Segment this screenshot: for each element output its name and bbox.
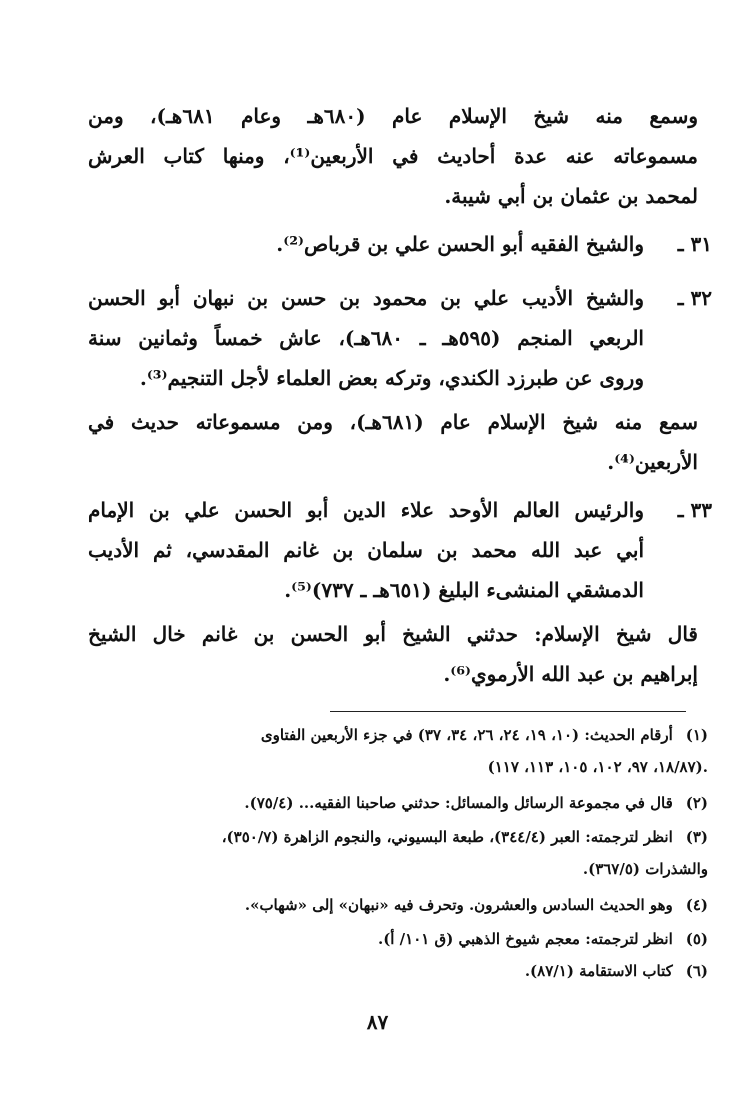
footnote-text: قال في مجموعة الرسائل والمسائل: حدثني صاحبنا الفقيه... (٧٥/٤).: [244, 794, 673, 812]
entry-number-33: ٣٣ ـ: [677, 498, 712, 522]
text-line: والشيخ الفقيه أبو الحسن علي بن قرباص⁽²⁾.: [276, 232, 644, 256]
text-line: والشيخ الأديب علي بن محمود بن حسن بن نبهان أبو الحسن: [88, 286, 644, 310]
text-line: لمحمد بن عثمان بن أبي شيبة.: [444, 184, 698, 208]
footnote-1-cont: (١٨/٨٧، ٩٧، ١٠٢، ١٠٥، ١١٣، ١١٧).: [487, 758, 708, 776]
footnote-text: وهو الحديث السادس والعشرون. وتحرف فيه «نبهان» إلى «شهاب».: [244, 896, 673, 914]
footnote-text: كتاب الاستقامة (٨٧/١).: [524, 962, 673, 980]
text-line: وروى عن طبرزد الكندي، وتركه بعض العلماء لأجل التنجيم⁽³⁾.: [139, 366, 644, 390]
text-line: سمع منه شيخ الإسلام عام (٦٨١هـ)، ومن مسموعاته حديث في: [88, 410, 698, 434]
footnote-label: (٤): [685, 896, 708, 914]
text-line: وسمع منه شيخ الإسلام عام (٦٨٠هـ وعام ٦٨١هـ)، ومن: [88, 104, 698, 128]
footnote-2: [88, 788, 708, 818]
footnote-5: [88, 924, 708, 954]
footnote-6: [88, 956, 708, 986]
text-line: أبي عبد الله محمد بن سلمان بن غانم المقدسي، ثم الأديب: [88, 538, 644, 562]
footnote-3: [88, 822, 708, 852]
footnote-1: [88, 720, 708, 750]
entry-number-32: ٣٢ ـ: [677, 286, 712, 310]
text-line: الربعي المنجم (٥٩٥هـ ـ ٦٨٠هـ)، عاش خمساً وثمانين سنة: [88, 326, 644, 350]
footnote-text: انظر لترجمته: معجم شيوخ الذهبي (ق ١٠١/ أ).: [377, 930, 673, 948]
footnote-text: أرقام الحديث: (١٠، ١٩، ٢٤، ٢٦، ٣٤، ٣٧) في جزء الأربعين الفتاوى: [260, 726, 673, 744]
text-line: الأربعين⁽⁴⁾.: [607, 450, 698, 474]
page-number: ٨٧: [366, 1010, 389, 1034]
text-line: قال شيخ الإسلام: حدثني الشيخ أبو الحسن بن غانم خال الشيخ: [88, 622, 698, 646]
text-line: إبراهيم بن عبد الله الأرموي⁽⁶⁾.: [443, 662, 698, 686]
footnote-3-cont: والشذرات (٣٦٧/٥).: [582, 860, 708, 878]
text-line: مسموعاته عنه عدة أحاديث في الأربعين⁽¹⁾، ومنها كتاب العرش: [88, 144, 699, 168]
footnote-separator: [330, 711, 686, 712]
footnote-label: (٦): [685, 962, 708, 980]
text-line: الدمشقي المنشىء البليغ (٦٥١هـ ـ ٧٣٧)⁽⁵⁾.: [284, 578, 644, 602]
footnote-4: [88, 890, 708, 920]
entry-number-31: ٣١ ـ: [677, 232, 712, 256]
footnote-label: (٣): [685, 828, 708, 846]
text-line: والرئيس العالم الأوحد علاء الدين أبو الحسن علي بن الإمام: [88, 498, 644, 522]
footnote-label: (١): [685, 726, 708, 744]
footnote-label: (٥): [685, 930, 708, 948]
footnote-label: (٢): [685, 794, 708, 812]
footnote-text: انظر لترجمته: العبر (٣٤٤/٤)، طبعة البسيوني، والنجوم الزاهرة (٣٥٠/٧)،: [221, 828, 673, 846]
